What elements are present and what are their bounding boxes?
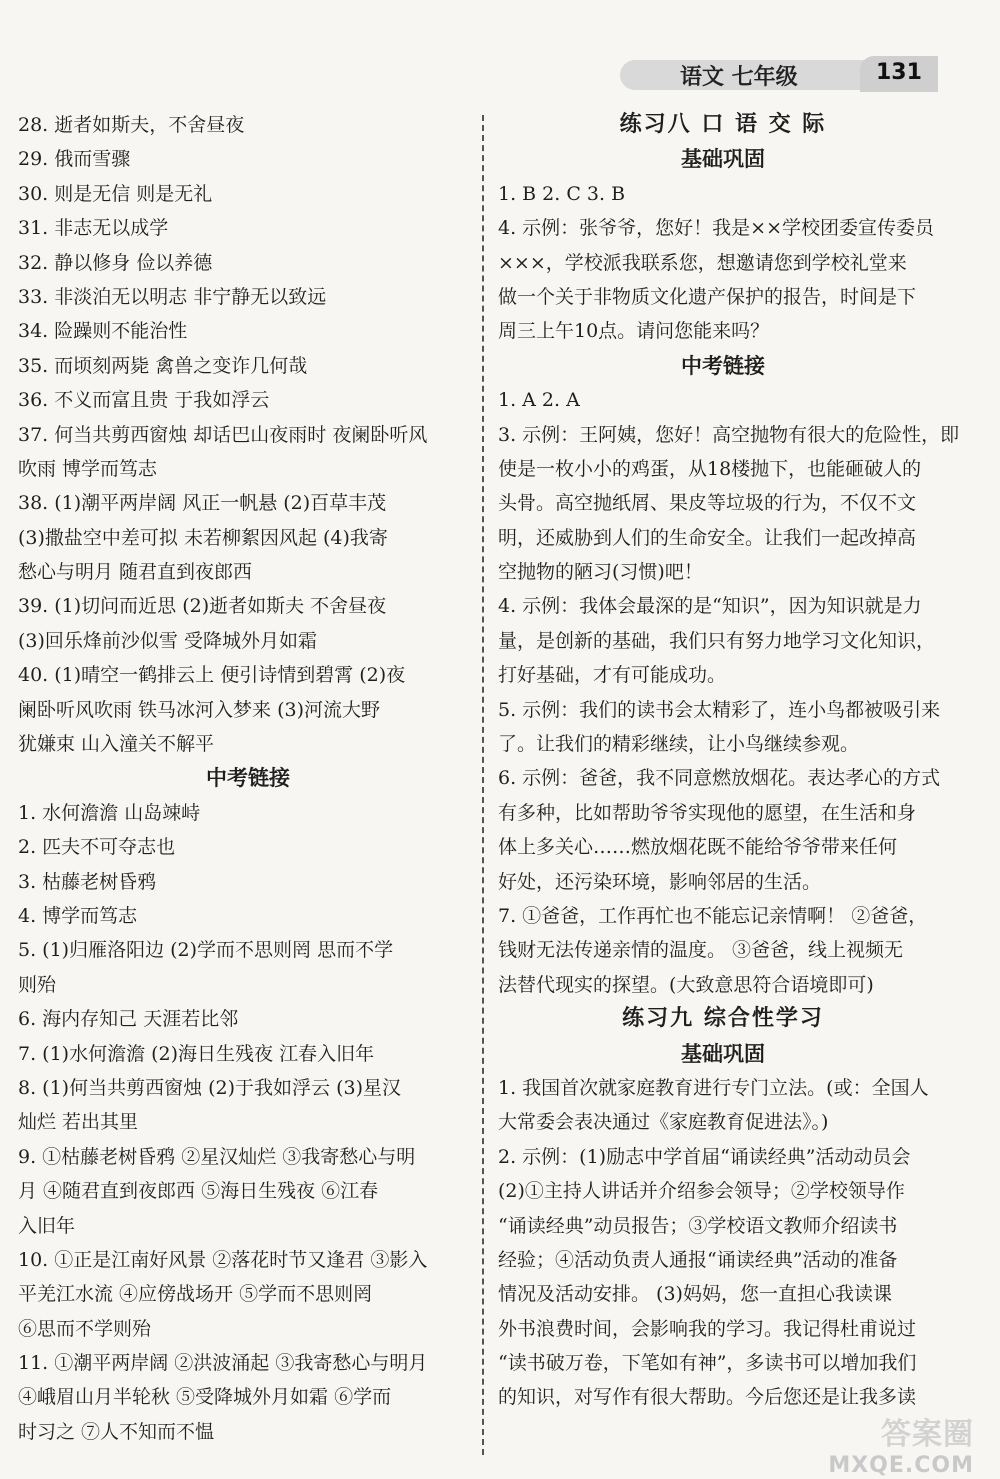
answer-line: 33. 非淡泊无以明志 非宁静无以致远 [18,285,327,308]
answer-line: 大常委会表决通过《家庭教育促进法》。) [498,1111,829,1134]
answer-line: ×××，学校派我联系您，想邀请您到学校礼堂来 [498,251,907,274]
answer-line: 了。让我们的精彩继续，让小鸟继续参观。 [498,733,860,756]
answer-line: 11. ①潮平两岸阔 ②洪波涌起 ③我寄愁心与明月 [18,1352,428,1375]
answer-line: 8. (1)何当共剪西窗烛 (2)于我如浮云 (3)星汉 [18,1076,401,1099]
answer-line: 的知识，对写作有很大帮助。今后您还是让我多读 [498,1386,917,1409]
answer-line: 30. 则是无信 则是无礼 [18,182,213,205]
subsection-heading: 中考链接 [681,353,765,378]
answer-line: 35. 而顷刻两毙 禽兽之变诈几何哉 [18,354,308,377]
answer-line: (3)撒盐空中差可拟 未若柳絮因风起 (4)我寄 [18,526,388,549]
answer-line: 吹雨 博学而笃志 [18,457,158,480]
answer-line: “诵读经典”动员报告；③学校语文教师介绍读书 [498,1214,898,1237]
answer-line: 量，是创新的基础，我们只有努力地学习文化知识， [498,629,936,652]
answer-line: 阑卧听风吹雨 铁马冰河入梦来 (3)河流大野 [18,698,380,721]
answer-line: 情况及活动安排。 (3)妈妈，您一直担心我读课 [498,1283,892,1306]
answer-line: 1. B 2. C 3. B [498,182,626,205]
answer-line: (2)①主持人讲话并介绍参会领导；②学校领导作 [498,1180,905,1203]
answer-line: 4. 示例：我体会最深的是“知识”，因为知识就是力 [498,595,922,618]
watermark-site: MXQE.COM [828,1453,974,1478]
watermark [824,1409,974,1478]
section-title: 练习九 综合性学习 [622,1006,824,1032]
answer-line: 法替代现实的探望。(大致意思符合语境即可) [498,973,874,996]
answer-line: 经验；④活动负责人通报“诵读经典”活动的准备 [498,1248,898,1271]
answer-line: 好处，还污染环境，影响邻居的生活。 [498,870,822,893]
answer-line: 1. 水何澹澹 山岛竦峙 [18,801,201,824]
answer-line: 打好基础，才有可能成功。 [498,664,727,687]
answer-line: 40. (1)晴空一鹤排云上 便引诗情到碧霄 (2)夜 [18,664,406,687]
answer-line: 4. 示例：张爷爷，您好！我是××学校团委宣传委员 [498,217,935,240]
answer-line: 3. 枯藤老树昏鸦 [18,870,157,893]
answer-line: 4. 博学而笃志 [18,904,138,927]
answer-line: 平羌江水流 ④应傍战场开 ⑤学而不思则罔 [18,1283,373,1306]
answer-line: 31. 非志无以成学 [18,217,169,240]
answer-line: 1. A 2. A [498,389,580,412]
answer-line: 28. 逝者如斯夫，不舍昼夜 [18,114,245,136]
answer-line: 7. (1)水何澹澹 (2)海日生残夜 江春入旧年 [18,1042,375,1065]
answer-line: 34. 险躁则不能治性 [18,320,188,343]
answer-line: 头骨。高空抛纸屑、果皮等垃圾的行为，不仅不文 [498,492,917,515]
subsection-heading: 基础巩固 [681,147,765,172]
answer-line: “读书破万卷，下笔如有神”，多读书可以增加我们 [498,1352,917,1375]
answer-line: 时习之 ⑦人不知而不愠 [18,1420,215,1443]
answer-line: 周三上午10点。请问您能来吗？ [498,320,770,343]
answer-line: 灿烂 若出其里 [18,1111,139,1134]
answer-line: 有多种，比如帮助爷爷实现他的愿望，在生活和身 [498,801,917,824]
answer-line: 9. ①枯藤老树昏鸦 ②星汉灿烂 ③我寄愁心与明 [18,1145,416,1168]
page-number: 131 [876,60,922,85]
watermark-logo: 答案圈 [881,1417,974,1452]
subject-grade-label: 语文 七年级 [680,65,798,90]
page-header [0,0,1000,110]
answer-line: 10. ①正是江南好风景 ②落花时节又逢君 ③影入 [18,1248,428,1271]
answer-line: 29. 俄而雪骤 [18,148,131,171]
answer-line: 6. 海内存知己 天涯若比邻 [18,1008,239,1031]
answer-line: 1. 我国首次就家庭教育进行专门立法。(或：全国人 [498,1076,929,1099]
answer-line: 外书浪费时间，会影响我的学习。我记得杜甫说过 [498,1317,917,1340]
answer-line: 2. 匹夫不可夺志也 [18,836,176,859]
answer-line: 39. (1)切问而近思 (2)逝者如斯夫 不舍昼夜 [18,595,387,618]
answer-line: 5. 示例：我们的读书会太精彩了，连小鸟都被吸引来 [498,698,941,721]
answer-line: 明，还威胁到人们的生命安全。让我们一起改掉高 [498,526,917,549]
subsection-heading: 基础巩固 [681,1041,765,1066]
answer-line: 钱财无法传递亲情的温度。 ③爸爸，线上视频无 [498,939,904,962]
answer-line: (3)回乐烽前沙似雪 受降城外月如霜 [18,629,317,652]
answer-line: 7. ①爸爸，工作再忙也不能忘记亲情啊！ ②爸爸， [498,904,928,927]
answer-line: 体上多关心……燃放烟花既不能给爷爷带来任何 [498,836,898,859]
answer-line: 6. 示例：爸爸，我不同意燃放烟花。表达孝心的方式 [498,767,941,790]
answer-line: 36. 不义而富且贵 于我如浮云 [18,389,270,412]
left-answer-column [18,108,478,1449]
answer-line: 使是一枚小小的鸡蛋，从18楼抛下，也能砸破人的 [498,457,922,480]
right-answer-column [498,108,960,1415]
answer-line: 5. (1)归雁洛阳边 (2)学而不思则罔 思而不学 [18,939,394,962]
answer-line: 2. 示例：(1)励志中学首届“诵读经典”活动动员会 [498,1145,911,1168]
answer-line: 3. 示例：王阿姨，您好！高空抛物有很大的危险性，即 [498,423,960,446]
answer-line: 则殆 [18,973,57,996]
answer-line: 32. 静以修身 俭以养德 [18,251,213,274]
answer-line: ④峨眉山月半轮秋 ⑤受降城外月如霜 ⑥学而 [18,1386,392,1409]
column-divider [482,115,484,1455]
answer-line: 空抛物的陋习(习惯)吧！ [498,561,703,584]
subsection-heading: 中考链接 [206,766,290,791]
answer-line: 入旧年 [18,1214,76,1237]
answer-line: 犹嫌束 山入潼关不解平 [18,733,215,756]
answer-line: 愁心与明月 随君直到夜郎西 [18,561,253,584]
answer-line: 做一个关于非物质文化遗产保护的报告，时间是下 [498,285,917,308]
answer-line: 38. (1)潮平两岸阔 风正一帆悬 (2)百草丰茂 [18,492,387,515]
answer-line: 月 ④随君直到夜郎西 ⑤海日生残夜 ⑥江春 [18,1180,379,1203]
answer-line: 37. 何当共剪西窗烛 却话巴山夜雨时 夜阑卧听风 [18,423,428,446]
answer-line: ⑥思而不学则殆 [18,1317,152,1340]
section-title: 练习八 口 语 交 际 [619,112,827,137]
